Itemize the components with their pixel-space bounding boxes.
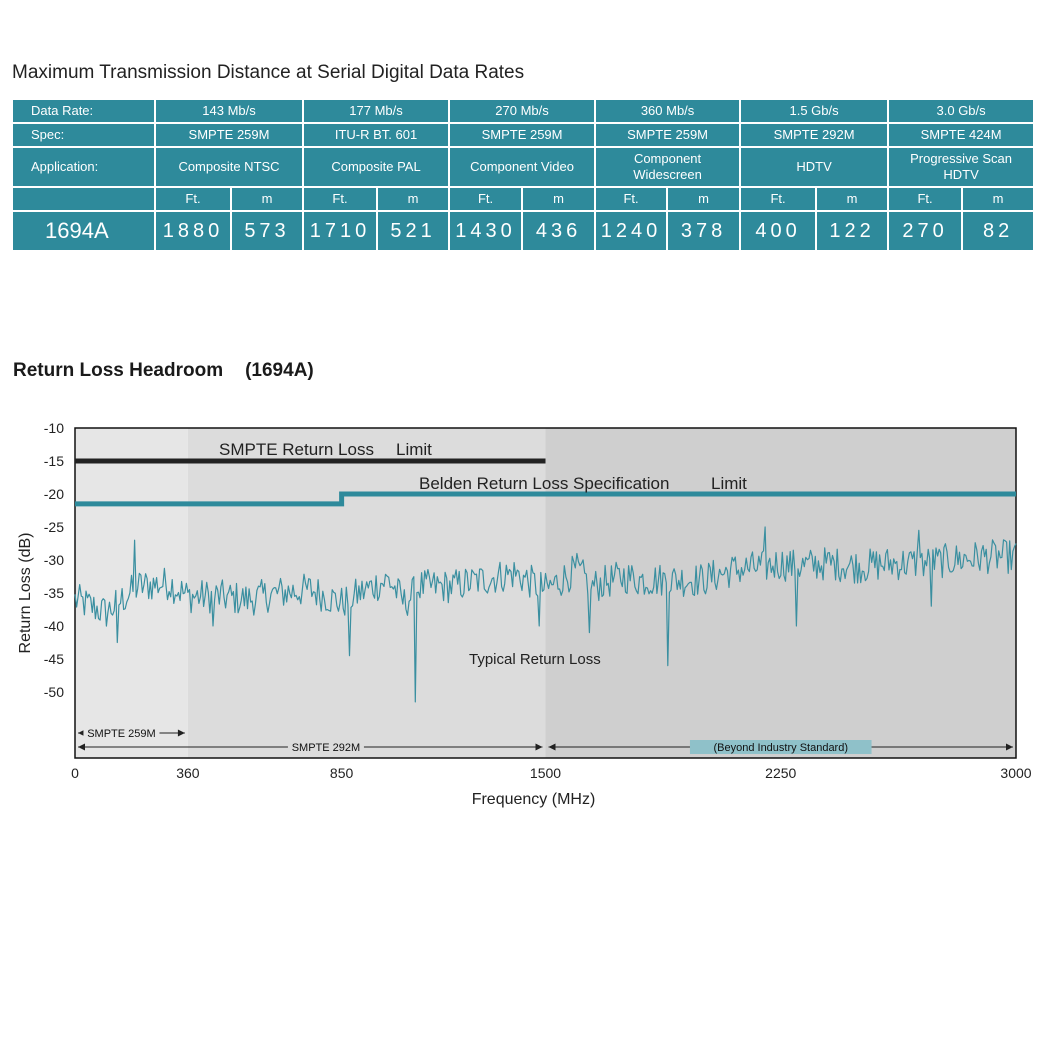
unit-ft-cell: Ft. [449, 187, 522, 211]
data-rate-cell: 360 Mb/s [595, 99, 740, 123]
application-label: Application: [12, 147, 155, 187]
y-tick-label: -35 [43, 585, 64, 601]
distance-m-cell: 521 [377, 211, 449, 251]
y-tick-label: -20 [43, 486, 64, 502]
unit-blank-cell [12, 187, 155, 211]
belden-limit-label: Belden Return Loss Specification [419, 474, 670, 493]
unit-ft-cell: Ft. [595, 187, 667, 211]
x-tick-label: 2250 [765, 765, 797, 781]
chart-title-product: (1694A) [245, 360, 314, 381]
application-cell: Component Widescreen [595, 147, 740, 187]
unit-ft-cell: Ft. [740, 187, 816, 211]
spec-cell: SMPTE 259M [595, 123, 740, 147]
spec-cell: SMPTE 259M [155, 123, 303, 147]
typical-return-loss-label: Typical Return Loss [469, 651, 601, 668]
data-rate-cell: 3.0 Gb/s [888, 99, 1034, 123]
distance-m-cell: 573 [231, 211, 303, 251]
x-tick-label: 850 [329, 765, 354, 781]
y-axis-label: Return Loss (dB) [17, 532, 34, 654]
y-tick-label: -40 [43, 618, 64, 634]
unit-ft-cell: Ft. [303, 187, 377, 211]
spec-label: Spec: [12, 123, 155, 147]
chart-title-main: Return Loss Headroom [13, 360, 224, 381]
data-rate-cell: 1.5 Gb/s [740, 99, 888, 123]
distance-ft-cell: 1240 [595, 211, 667, 251]
x-tick-label: 1500 [529, 765, 562, 781]
distance-ft-cell: 400 [740, 211, 816, 251]
application-row [12, 147, 1034, 187]
x-axis-label: Frequency (MHz) [471, 791, 596, 808]
unit-ft-cell: Ft. [155, 187, 231, 211]
transmission-distance-table [11, 98, 1035, 252]
product-label: 1694A [12, 211, 155, 251]
smpte-limit-label-tail: Limit [396, 440, 432, 459]
distance-m-cell: 82 [962, 211, 1034, 251]
unit-m-cell: m [667, 187, 740, 211]
spec-cell: SMPTE 424M [888, 123, 1034, 147]
data-rate-row [12, 99, 1034, 123]
y-tick-label: -15 [43, 453, 64, 469]
band-label: (Beyond Industry Standard) [713, 742, 849, 754]
belden-limit-label-tail: Limit [711, 474, 747, 493]
spec-cell: ITU-R BT. 601 [303, 123, 449, 147]
unit-m-cell: m [231, 187, 303, 211]
application-cell: HDTV [740, 147, 888, 187]
data-rate-cell: 143 Mb/s [155, 99, 303, 123]
band-label: SMPTE 259M [87, 728, 156, 740]
y-tick-label: -10 [43, 420, 64, 436]
smpte-limit-label: SMPTE Return Loss [219, 440, 374, 459]
x-tick-label: 360 [176, 765, 200, 781]
data-rate-label: Data Rate: [12, 99, 155, 123]
x-tick-label: 3000 [1000, 765, 1032, 781]
distance-m-cell: 436 [522, 211, 595, 251]
application-cell: Composite NTSC [155, 147, 303, 187]
application-cell: Composite PAL [303, 147, 449, 187]
application-cell: Progressive Scan HDTV [888, 147, 1034, 187]
unit-m-cell: m [816, 187, 888, 211]
table-title: Maximum Transmission Distance at Serial Digital Data Rates [12, 62, 525, 83]
distance-ft-cell: 270 [888, 211, 962, 251]
chart-title [13, 360, 314, 382]
distance-ft-cell: 1430 [449, 211, 522, 251]
unit-m-cell: m [377, 187, 449, 211]
data-rate-cell: 177 Mb/s [303, 99, 449, 123]
distance-m-cell: 122 [816, 211, 888, 251]
unit-row [12, 187, 1034, 211]
return-loss-chart [0, 400, 1043, 820]
unit-m-cell: m [962, 187, 1034, 211]
product-row [12, 211, 1034, 251]
x-tick-label: 0 [71, 765, 79, 781]
spec-row [12, 123, 1034, 147]
distance-m-cell: 378 [667, 211, 740, 251]
application-cell: Component Video [449, 147, 595, 187]
data-rate-cell: 270 Mb/s [449, 99, 595, 123]
unit-ft-cell: Ft. [888, 187, 962, 211]
distance-ft-cell: 1710 [303, 211, 377, 251]
spec-cell: SMPTE 292M [740, 123, 888, 147]
y-tick-label: -45 [43, 651, 64, 667]
y-tick-label: -25 [43, 519, 64, 535]
y-tick-label: -30 [43, 552, 64, 568]
unit-m-cell: m [522, 187, 595, 211]
distance-ft-cell: 1880 [155, 211, 231, 251]
band-label: SMPTE 292M [291, 742, 361, 754]
y-tick-label: -50 [43, 684, 64, 700]
spec-cell: SMPTE 259M [449, 123, 595, 147]
